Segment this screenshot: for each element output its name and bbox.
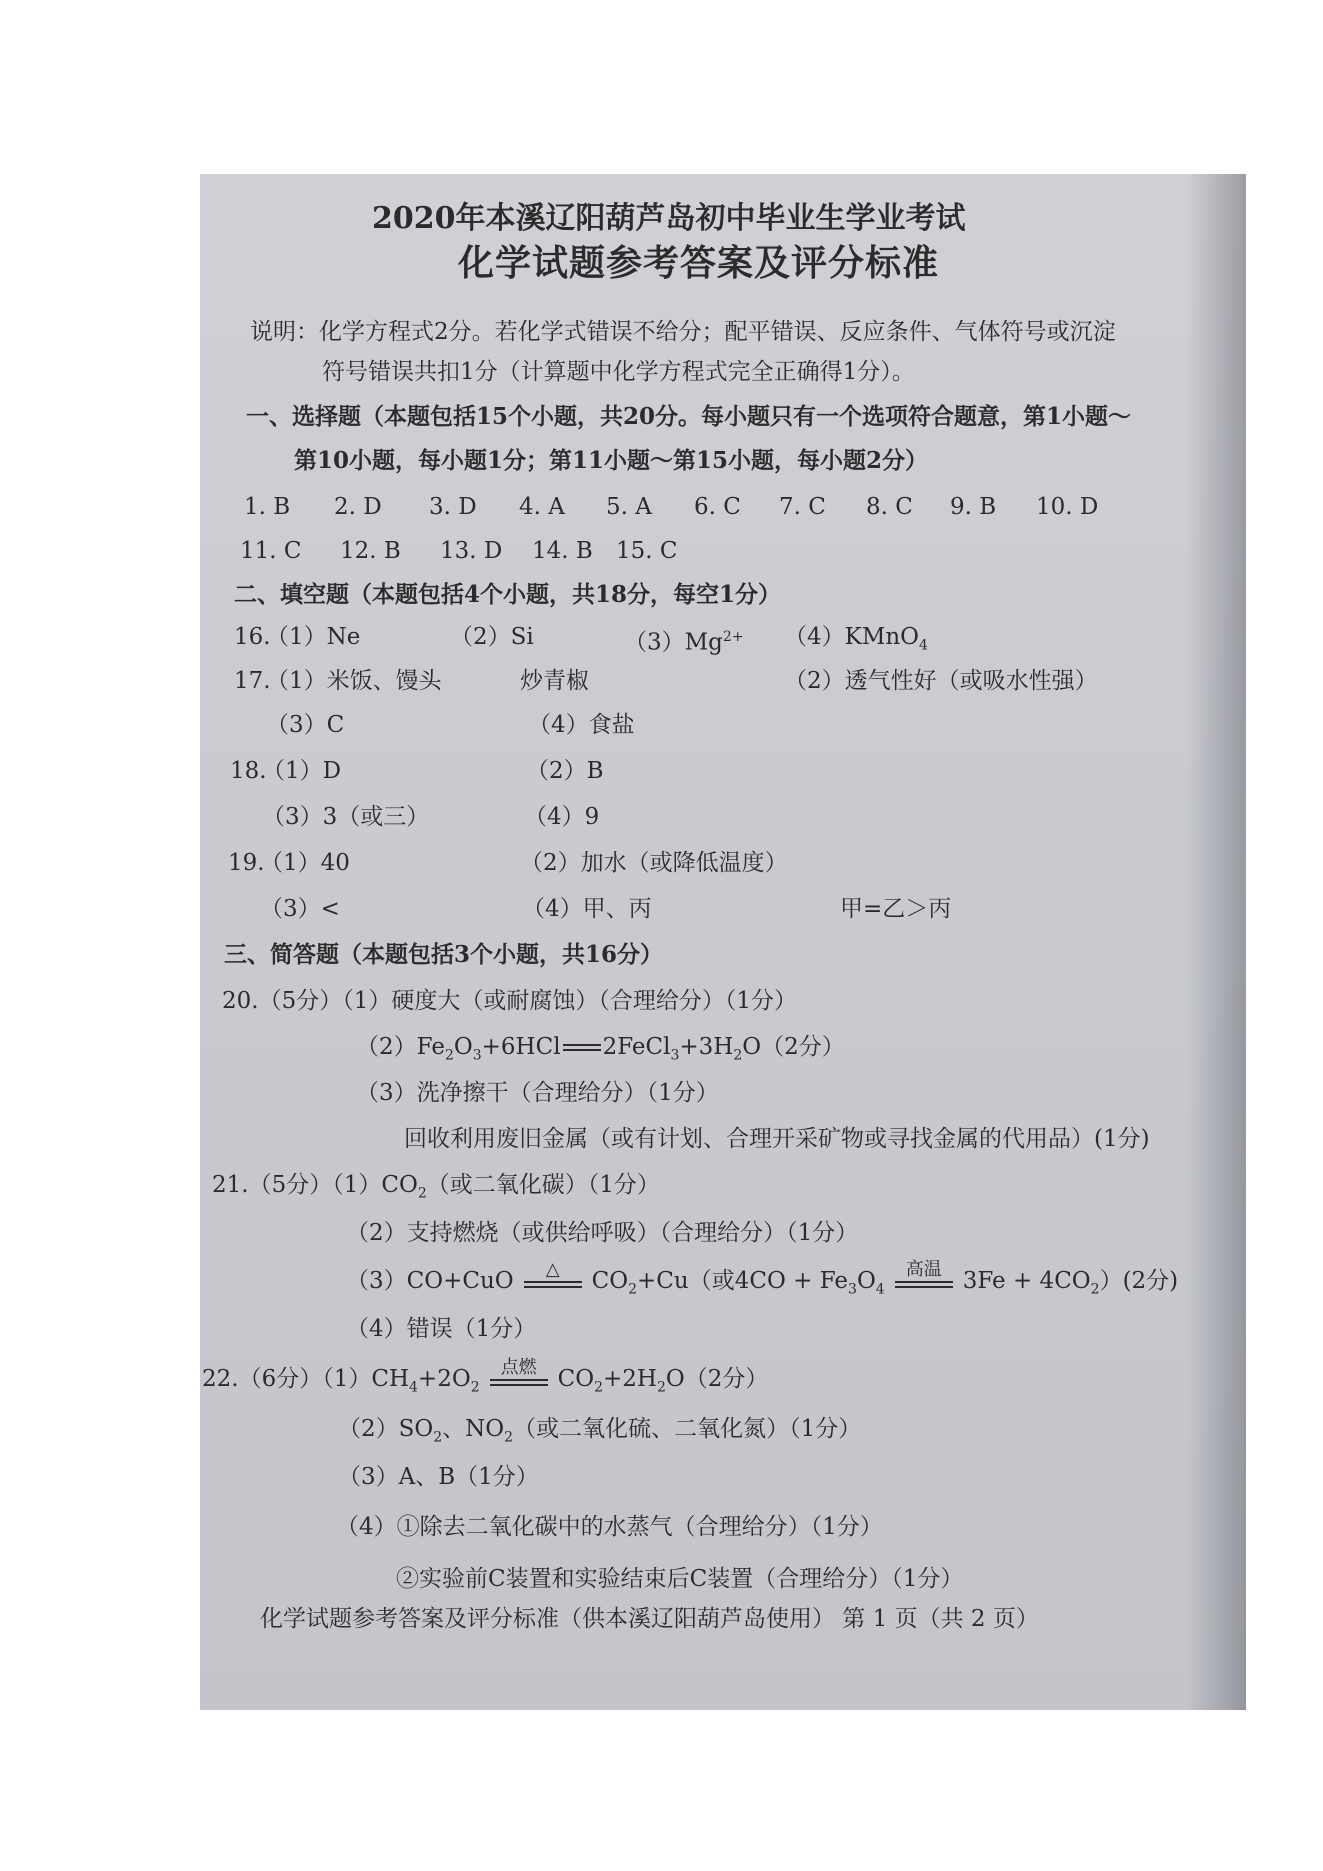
q16-answer-4 xyxy=(784,622,928,661)
q21-eq-part: ）(2分) xyxy=(1099,1268,1179,1294)
subscript: 2 xyxy=(1090,1281,1100,1298)
answer-item: 2. D xyxy=(334,494,382,520)
answer-item: 3. D xyxy=(429,494,477,520)
ignite-condition xyxy=(490,1357,548,1395)
q22-answer-3: （3）A、B（1分） xyxy=(338,1464,539,1490)
answers-row-2 xyxy=(240,536,840,566)
equals-bar xyxy=(524,1281,582,1283)
q16-row xyxy=(234,622,1034,656)
q22-answer-2 xyxy=(338,1414,861,1453)
question-number: 18. xyxy=(230,758,267,784)
q17-row-1 xyxy=(234,666,1134,696)
q21-answer-2: （2）支持燃烧（或供给呼吸）（合理给分）（1分） xyxy=(346,1220,859,1246)
equals-bar xyxy=(895,1281,953,1283)
q20-eq-part: +6HCl xyxy=(481,1034,561,1060)
condition-label: 高温 xyxy=(905,1259,942,1280)
note-line-2: 符号错误共扣1分（计算题中化学方程式完全正确得1分）。 xyxy=(322,359,915,385)
question-number: 19. xyxy=(228,850,265,876)
q19-row-2 xyxy=(260,894,1060,924)
q17-row-2 xyxy=(266,710,866,740)
subscript: 4 xyxy=(409,1379,418,1396)
section3-heading: 三、简答题（本题包括3个小题，共16分） xyxy=(224,941,664,968)
answer-item: 14. B xyxy=(532,538,593,564)
q16-answer-3-text: （3）Mg xyxy=(624,629,723,656)
q21-answer-3 xyxy=(346,1259,1179,1305)
subscript: 4 xyxy=(875,1281,885,1298)
q19-answer-3: （3）< xyxy=(260,896,340,922)
scanned-page xyxy=(200,174,1246,1710)
answer-item: 12. B xyxy=(340,538,401,564)
q18-row-2 xyxy=(262,802,862,832)
q22-a2-text: （或二氧化硫、二氧化氮）（1分） xyxy=(513,1416,862,1442)
subscript: 2 xyxy=(444,1047,454,1064)
equals-bar xyxy=(490,1384,548,1386)
q18-answer-1: （1）D xyxy=(262,758,342,784)
section1-heading-2: 第10小题，每小题1分；第11小题～第15小题，每小题2分） xyxy=(294,447,929,474)
page-footer: 化学试题参考答案及评分标准（供本溪辽阳葫芦岛使用） 第 1 页（共 2 页） xyxy=(260,1606,1039,1632)
exam-title: 2020年本溪辽阳葫芦岛初中毕业生学业考试 xyxy=(372,201,966,236)
q22-eq-part: 22.（6分）（1）CH xyxy=(202,1366,409,1392)
q19-answer-1: （1）40 xyxy=(260,850,350,876)
q21-eq-part: O xyxy=(856,1268,876,1294)
q17-answer-1: （1）米饭、馒头 xyxy=(266,668,442,694)
q18-answer-4: （4）9 xyxy=(524,804,600,830)
subscript: 2 xyxy=(504,1429,514,1446)
q22-head xyxy=(202,1357,769,1403)
answer-item: 5. A xyxy=(606,494,652,520)
subscript: 2 xyxy=(656,1379,666,1396)
q21-head-text: （或二氧化碳）（1分） xyxy=(426,1172,660,1198)
section2-heading: 二、填空题（本题包括4个小题，共18分，每空1分） xyxy=(234,581,782,608)
page-shadow xyxy=(1186,174,1246,1710)
q16-answer-3 xyxy=(624,622,744,658)
q20-head: 20.（5分）（1）硬度大（或耐腐蚀）（合理给分）（1分） xyxy=(222,988,797,1014)
high-temp-condition xyxy=(895,1259,953,1297)
answer-item: 6. C xyxy=(694,494,741,520)
q22-answer-4b: ②实验前C装置和实验结束后C装置（合理给分）（1分） xyxy=(396,1566,964,1592)
q17-answer-3: （3）C xyxy=(266,712,345,738)
q22-eq-part: CO xyxy=(557,1366,595,1392)
q21-eq-part: CO xyxy=(591,1268,629,1294)
subscript: 2 xyxy=(417,1185,427,1202)
section1-heading-1: 一、选择题（本题包括15个小题，共20分。每小题只有一个选项符合题意，第1小题～ xyxy=(246,403,1132,430)
q21-answer-4: （4）错误（1分） xyxy=(346,1316,537,1342)
answer-item: 8. C xyxy=(866,494,913,520)
subscript: 2 xyxy=(594,1379,603,1396)
q21-head-text: 21.（5分）（1）CO xyxy=(212,1172,418,1198)
q21-eq-part: 3Fe + 4CO xyxy=(962,1268,1091,1294)
subscript: 2 xyxy=(628,1281,638,1298)
q19-answer-2: （2）加水（或降低温度） xyxy=(520,850,788,876)
answer-title: 化学试题参考答案及评分标准 xyxy=(458,242,940,284)
equals-bar xyxy=(490,1379,548,1381)
q17-answer-2: （2）透气性好（或吸水性强） xyxy=(784,668,1098,694)
q17-answer-1b: 炒青椒 xyxy=(520,668,589,694)
q19-answer-4b: 甲=乙＞丙 xyxy=(840,896,952,922)
q16-answer-4-text: （4）KMnO xyxy=(784,624,920,650)
subscript: 2 xyxy=(433,1429,443,1446)
subscript: 3 xyxy=(472,1047,482,1064)
q22-a2-text: 、NO xyxy=(442,1416,505,1442)
q19-answer-4: （4）甲、丙 xyxy=(522,896,652,922)
condition-label: △ xyxy=(545,1259,560,1280)
q16-answer-3-charge: 2+ xyxy=(722,629,744,645)
q22-answer-4: （4）①除去二氧化碳中的水蒸气（合理给分）（1分） xyxy=(336,1514,883,1540)
q21-eq-part: +Cu（或4CO + Fe xyxy=(637,1268,849,1294)
q20-answer-2 xyxy=(356,1032,845,1071)
q18-answer-2: （2）B xyxy=(526,758,604,784)
answers-row-1 xyxy=(244,492,1244,522)
answer-item: 15. C xyxy=(616,538,678,564)
q20-eq-part: +3H xyxy=(679,1034,734,1060)
condition-label: 点燃 xyxy=(500,1357,537,1378)
q21-eq-part: （3）CO+CuO xyxy=(346,1268,514,1294)
q18-row-1 xyxy=(230,756,830,786)
q22-eq-part: +2H xyxy=(603,1366,657,1392)
answer-item: 7. C xyxy=(779,494,826,520)
q20-eq-part: O xyxy=(453,1034,473,1060)
subscript: 2 xyxy=(733,1047,743,1064)
equals-bar xyxy=(895,1286,953,1288)
answer-item: 13. D xyxy=(440,538,503,564)
answer-item: 4. A xyxy=(519,494,565,520)
note-line-1: 说明：化学方程式2分。若化学式错误不给分；配平错误、反应条件、气体符号或沉淀 xyxy=(250,319,1116,345)
q21-head xyxy=(212,1170,660,1209)
q16-answer-2: （2）Si xyxy=(450,624,534,650)
q19-row-1 xyxy=(228,848,928,878)
answer-item: 11. C xyxy=(240,538,302,564)
equals-sign xyxy=(561,1042,603,1054)
equals-bar xyxy=(524,1286,582,1288)
subscript: 2 xyxy=(470,1379,480,1396)
heat-condition xyxy=(524,1259,582,1297)
q22-eq-part: +2O xyxy=(417,1366,471,1392)
q22-a2-text: （2）SO xyxy=(338,1416,434,1442)
answer-item: 10. D xyxy=(1036,494,1099,520)
q16-answer-1: （1）Ne xyxy=(266,624,361,650)
q20-answer-3b: 回收利用废旧金属（或有计划、合理开采矿物或寻找金属的代用品）(1分) xyxy=(404,1126,1150,1152)
question-number: 17. xyxy=(234,668,271,694)
q22-eq-part: O（2分） xyxy=(665,1366,769,1392)
subscript: 3 xyxy=(670,1047,680,1064)
question-number: 16. xyxy=(234,624,271,650)
q20-answer-3: （3）洗净擦干（合理给分）（1分） xyxy=(356,1080,719,1106)
q20-eq-part: 2FeCl xyxy=(602,1034,671,1060)
q20-eq-part: （2）Fe xyxy=(356,1034,445,1060)
q16-answer-4-sub: 4 xyxy=(919,637,928,654)
subscript: 3 xyxy=(848,1281,857,1298)
answer-item: 1. B xyxy=(244,494,291,520)
q18-answer-3: （3）3（或三） xyxy=(262,804,430,830)
answer-item: 9. B xyxy=(950,494,997,520)
q20-eq-part: O（2分） xyxy=(742,1034,845,1060)
q17-answer-4: （4）食盐 xyxy=(528,712,635,738)
